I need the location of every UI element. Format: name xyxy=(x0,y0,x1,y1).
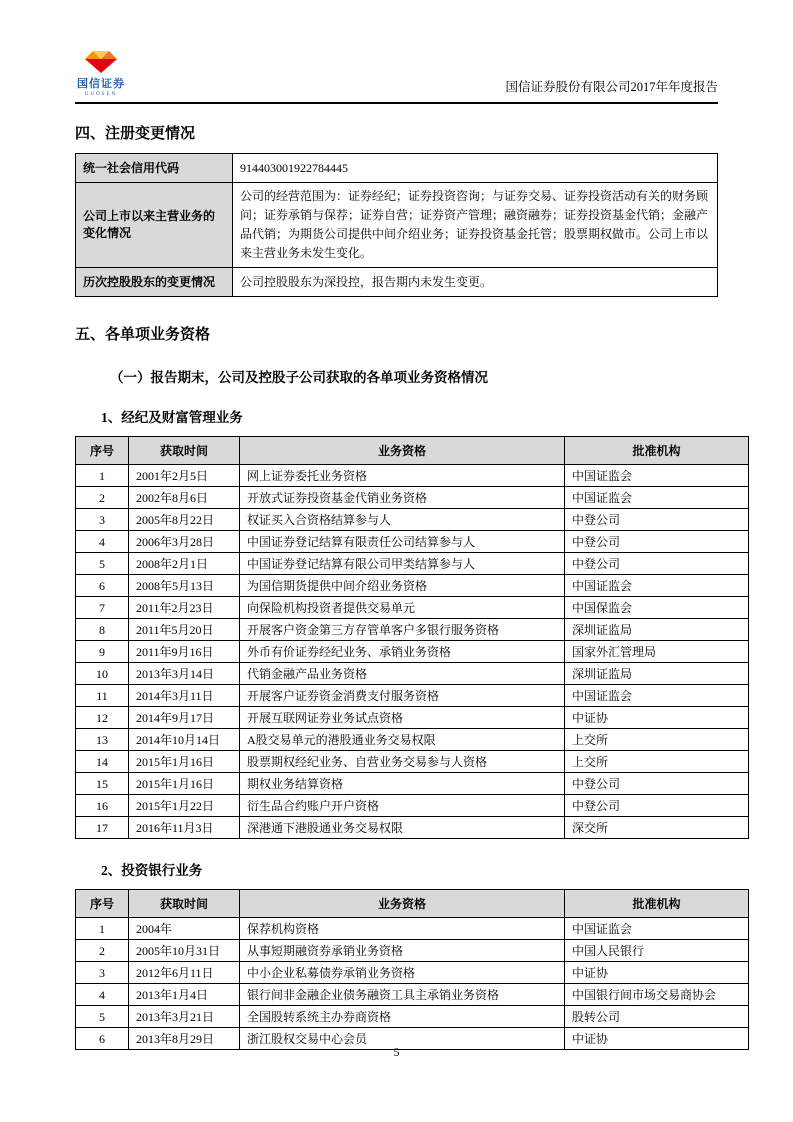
table-cell: 期权业务结算资格 xyxy=(240,773,565,795)
table-cell: 中登公司 xyxy=(565,509,749,531)
table-cell: 2002年8月6日 xyxy=(129,487,240,509)
table-row xyxy=(76,707,749,729)
table-cell: 5 xyxy=(76,553,129,575)
table-cell: 权证买入合资格结算参与人 xyxy=(240,509,565,531)
table-row xyxy=(76,918,749,940)
table-cell: A股交易单元的港股通业务交易权限 xyxy=(240,729,565,751)
table-cell: 中国人民银行 xyxy=(565,940,749,962)
section-4-title: 四、注册变更情况 xyxy=(75,126,196,142)
column-header: 获取时间 xyxy=(129,437,240,465)
table-row xyxy=(76,795,749,817)
investment-banking-qualifications-table xyxy=(75,889,749,1050)
table-row xyxy=(76,268,718,297)
table-cell: 中证协 xyxy=(565,1028,749,1050)
brokerage-business-title: 1、经纪及财富管理业务 xyxy=(101,410,243,425)
table-cell: 全国股转系统主办券商资格 xyxy=(240,1006,565,1028)
table-cell: 开展互联网证券业务试点资格 xyxy=(240,707,565,729)
table-row xyxy=(76,619,749,641)
table-cell: 2011年9月16日 xyxy=(129,641,240,663)
table-row xyxy=(76,641,749,663)
table-cell: 2005年8月22日 xyxy=(129,509,240,531)
table-cell: 2008年2月1日 xyxy=(129,553,240,575)
table-row xyxy=(76,729,749,751)
table-row xyxy=(76,597,749,619)
table-row xyxy=(76,154,718,183)
table-row xyxy=(76,509,749,531)
table-cell: 2016年11月3日 xyxy=(129,817,240,839)
table-row xyxy=(76,751,749,773)
table-cell: 2015年1月16日 xyxy=(129,751,240,773)
registration-info-table xyxy=(75,153,718,297)
row-value: 914403001922784445 xyxy=(233,154,718,183)
table-cell: 2013年3月21日 xyxy=(129,1006,240,1028)
table-cell: 2015年1月22日 xyxy=(129,795,240,817)
table-cell: 4 xyxy=(76,531,129,553)
table-cell: 2006年3月28日 xyxy=(129,531,240,553)
table-cell: 开放式证券投资基金代销业务资格 xyxy=(240,487,565,509)
table-cell: 向保险机构投资者提供交易单元 xyxy=(240,597,565,619)
table-cell: 浙江股权交易中心会员 xyxy=(240,1028,565,1050)
table-row xyxy=(76,940,749,962)
table-row xyxy=(76,183,718,268)
table-cell: 中小企业私募债券承销业务资格 xyxy=(240,962,565,984)
table-cell: 中登公司 xyxy=(565,531,749,553)
table-cell: 中证协 xyxy=(565,707,749,729)
table-cell: 15 xyxy=(76,773,129,795)
column-header: 业务资格 xyxy=(240,890,565,918)
table-cell: 深圳证监局 xyxy=(565,619,749,641)
table-cell: 2013年3月14日 xyxy=(129,663,240,685)
table-cell: 2005年10月31日 xyxy=(129,940,240,962)
table-cell: 中国证监会 xyxy=(565,918,749,940)
table-cell: 代销金融产品业务资格 xyxy=(240,663,565,685)
table-cell: 深圳证监局 xyxy=(565,663,749,685)
table-cell: 中国证券登记结算有限公司甲类结算参与人 xyxy=(240,553,565,575)
column-header: 序号 xyxy=(76,437,129,465)
table-cell: 2012年6月11日 xyxy=(129,962,240,984)
guosen-diamond-icon xyxy=(84,50,118,74)
table-cell: 中国保监会 xyxy=(565,597,749,619)
table-cell: 9 xyxy=(76,641,129,663)
table-header-row xyxy=(76,437,749,465)
column-header: 批准机构 xyxy=(565,890,749,918)
table-cell: 2004年 xyxy=(129,918,240,940)
table-row xyxy=(76,685,749,707)
row-label: 历次控股股东的变更情况 xyxy=(76,268,233,297)
table-cell: 中登公司 xyxy=(565,795,749,817)
guosen-logo xyxy=(75,50,127,97)
table-row xyxy=(76,663,749,685)
table-cell: 1 xyxy=(76,918,129,940)
table-cell: 银行间非金融企业债务融资工具主承销业务资格 xyxy=(240,984,565,1006)
table-cell: 2 xyxy=(76,940,129,962)
logo-text: 国信证券 xyxy=(77,78,125,90)
table-cell: 6 xyxy=(76,1028,129,1050)
table-cell: 2011年5月20日 xyxy=(129,619,240,641)
table-cell: 深交所 xyxy=(565,817,749,839)
report-title: 国信证券股份有限公司2017年年度报告 xyxy=(505,80,718,94)
table-cell: 16 xyxy=(76,795,129,817)
logo-subtext: GUOSEN xyxy=(84,92,118,97)
table-cell: 开展客户证券资金消费支付服务资格 xyxy=(240,685,565,707)
table-row xyxy=(76,984,749,1006)
table-cell: 2011年2月23日 xyxy=(129,597,240,619)
column-header: 获取时间 xyxy=(129,890,240,918)
table-row xyxy=(76,465,749,487)
table-cell: 3 xyxy=(76,962,129,984)
table-cell: 2014年10月14日 xyxy=(129,729,240,751)
table-row xyxy=(76,1006,749,1028)
table-cell: 12 xyxy=(76,707,129,729)
table-cell: 上交所 xyxy=(565,751,749,773)
table-cell: 7 xyxy=(76,597,129,619)
table-cell: 中国证监会 xyxy=(565,465,749,487)
column-header: 批准机构 xyxy=(565,437,749,465)
row-label: 公司上市以来主营业务的变化情况 xyxy=(76,183,233,268)
table-cell: 中登公司 xyxy=(565,773,749,795)
table-cell: 为国信期货提供中间介绍业务资格 xyxy=(240,575,565,597)
table-cell: 股票期权经纪业务、自营业务交易参与人资格 xyxy=(240,751,565,773)
table-cell: 2 xyxy=(76,487,129,509)
table-cell: 2015年1月16日 xyxy=(129,773,240,795)
column-header: 序号 xyxy=(76,890,129,918)
table-cell: 4 xyxy=(76,984,129,1006)
table-row xyxy=(76,773,749,795)
table-cell: 2014年9月17日 xyxy=(129,707,240,729)
row-value: 公司的经营范围为：证券经纪；证券投资咨询；与证券交易、证券投资活动有关的财务顾问；证券承销与保荐；证券自营；证券资产管理；融资融券；证券投资基金代销；金融产品代销；为期货公司提供中间介绍业务；证券投资基金托管；股票期权做市。公司上市以来主营业务未发生变化。 xyxy=(233,183,718,268)
table-cell: 中国证监会 xyxy=(565,487,749,509)
table-cell: 中登公司 xyxy=(565,553,749,575)
table-cell: 2008年5月13日 xyxy=(129,575,240,597)
table-cell: 衍生品合约账户开户资格 xyxy=(240,795,565,817)
table-cell: 从事短期融资券承销业务资格 xyxy=(240,940,565,962)
subsection-1-title: （一）报告期末，公司及控股子公司获取的各单项业务资格情况 xyxy=(110,370,488,385)
brokerage-qualifications-table xyxy=(75,436,749,839)
table-row xyxy=(76,575,749,597)
table-cell: 2013年8月29日 xyxy=(129,1028,240,1050)
table-cell: 3 xyxy=(76,509,129,531)
table-cell: 中国证监会 xyxy=(565,685,749,707)
table-row xyxy=(76,553,749,575)
table-cell: 上交所 xyxy=(565,729,749,751)
page-number: 5 xyxy=(393,1045,400,1059)
table-cell: 17 xyxy=(76,817,129,839)
table-cell: 13 xyxy=(76,729,129,751)
table-cell: 中证协 xyxy=(565,962,749,984)
table-cell: 保荐机构资格 xyxy=(240,918,565,940)
investment-banking-title: 2、投资银行业务 xyxy=(101,863,203,878)
column-header: 业务资格 xyxy=(240,437,565,465)
table-cell: 外币有价证券经纪业务、承销业务资格 xyxy=(240,641,565,663)
table-cell: 11 xyxy=(76,685,129,707)
table-cell: 1 xyxy=(76,465,129,487)
table-cell: 开展客户资金第三方存管单客户多银行服务资格 xyxy=(240,619,565,641)
table-cell: 5 xyxy=(76,1006,129,1028)
table-row xyxy=(76,487,749,509)
table-cell: 中国证监会 xyxy=(565,575,749,597)
table-cell: 10 xyxy=(76,663,129,685)
table-cell: 2001年2月5日 xyxy=(129,465,240,487)
table-header-row xyxy=(76,890,749,918)
row-value: 公司控股股东为深投控，报告期内未发生变更。 xyxy=(233,268,718,297)
page-header xyxy=(75,0,718,104)
table-cell: 6 xyxy=(76,575,129,597)
table-cell: 2014年3月11日 xyxy=(129,685,240,707)
table-row xyxy=(76,531,749,553)
table-cell: 中国证券登记结算有限责任公司结算参与人 xyxy=(240,531,565,553)
table-cell: 8 xyxy=(76,619,129,641)
table-cell: 国家外汇管理局 xyxy=(565,641,749,663)
row-label: 统一社会信用代码 xyxy=(76,154,233,183)
table-cell: 14 xyxy=(76,751,129,773)
table-cell: 网上证券委托业务资格 xyxy=(240,465,565,487)
section-5-title: 五、各单项业务资格 xyxy=(75,327,211,343)
table-cell: 2013年1月4日 xyxy=(129,984,240,1006)
table-cell: 股转公司 xyxy=(565,1006,749,1028)
table-cell: 中国银行间市场交易商协会 xyxy=(565,984,749,1006)
table-cell: 深港通下港股通业务交易权限 xyxy=(240,817,565,839)
table-row xyxy=(76,962,749,984)
table-row xyxy=(76,817,749,839)
